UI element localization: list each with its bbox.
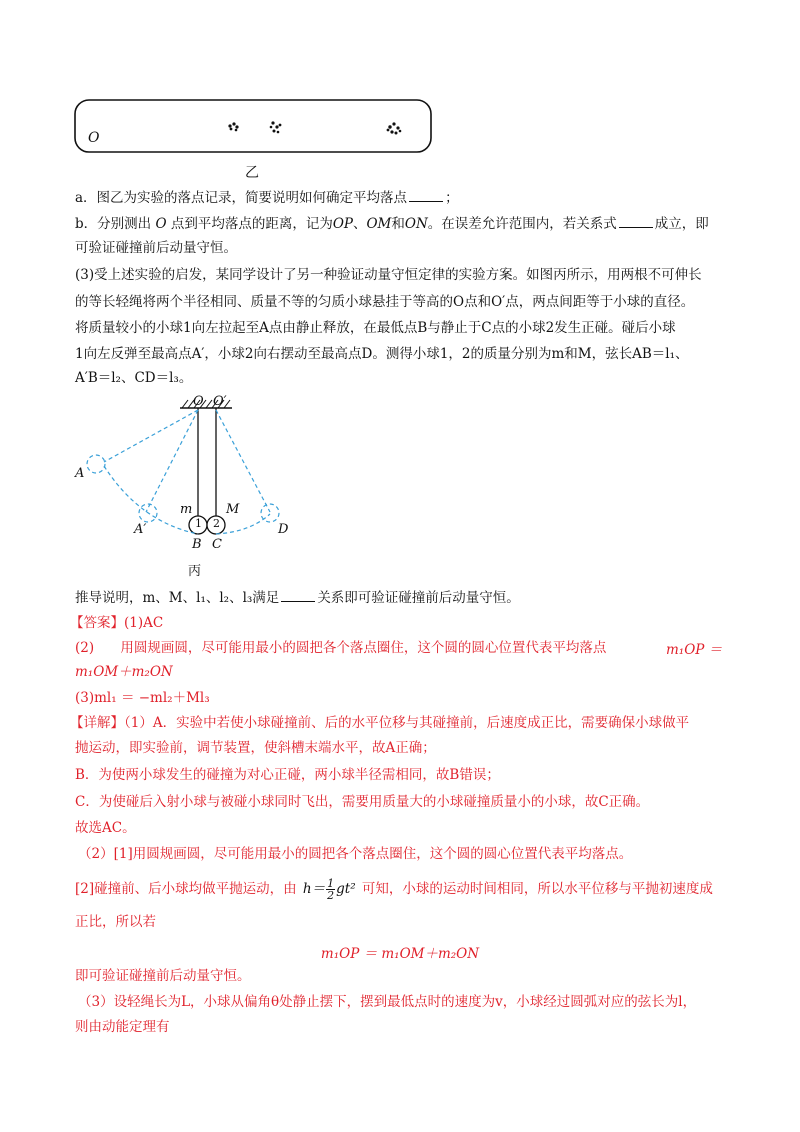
detail-l1: （1）A．实验中若使小球碰撞前、后的水平位移与其碰撞前，后速度成正比，需要确保小球做平 xyxy=(124,715,690,731)
var-op: OP xyxy=(332,216,353,232)
ball-1-label: 1 xyxy=(195,517,202,530)
detail-l2: 抛运动，即实验前，调节装置，使斜槽末端水平，故A正确； xyxy=(75,740,436,756)
detail-l10: 即可验证碰撞前后动量守恒。 xyxy=(75,968,251,984)
detail-l6: （2）[1]用圆规画圆，尽可能用最小的圆把各个落点圈住，这个圆的圆心位置代表平均落点。 xyxy=(78,846,633,862)
part3-line3: 将质量较小的小球1向左拉起至A点由静止释放，在最低点B与静止于C点的小球2发生正碰。碰后小球 xyxy=(75,320,676,336)
detail-l7-post: 可知，小球的运动时间相同，所以水平位移与平抛初速度成 xyxy=(361,881,713,897)
part-b-mid: 点到平均落点的距离，记为 xyxy=(170,216,333,232)
label-d: D xyxy=(278,522,289,537)
formula-tail: gt² xyxy=(336,881,356,897)
landing-cluster-m xyxy=(270,121,282,133)
detail-l8: 正比，所以若 xyxy=(75,914,156,930)
answer-2-formula-1: m₁OP ＝ xyxy=(666,642,723,658)
label-m-big: M xyxy=(226,502,240,517)
part3-line4: 1向左反弹至最高点A′，小球2向右摆动至最高点D。测得小球1，2的质量分别为m和M，弦长AB＝l₁、 xyxy=(75,346,689,362)
answer-blank-a[interactable] xyxy=(409,188,443,202)
part-a-text: a．图乙为实验的落点记录，简要说明如何确定平均落点 xyxy=(75,190,408,206)
sep-1: 、 xyxy=(352,216,367,232)
formula-num: 1 xyxy=(327,877,335,890)
part-b-pre: b．分别测出 xyxy=(75,216,152,232)
landing-points-figure xyxy=(74,98,434,158)
answer-1: (1)AC xyxy=(124,615,164,631)
question-part-a xyxy=(75,188,459,208)
part-b-after: 。在误差允许范围内，若关系式 xyxy=(427,216,617,232)
part-b-end: 成立，即 xyxy=(654,216,709,232)
label-c: C xyxy=(212,537,222,552)
derive-pre: 推导说明，m、M、l₁、l₂、l₃满足 xyxy=(75,590,280,606)
answer-2-formula-2: m₁OM＋m₂ON xyxy=(75,664,173,680)
detail-l4: C．为使碰后入射小球与被碰小球同时飞出，需要用质量大的小球碰撞质量小的小球，故C正确。 xyxy=(75,794,650,810)
detail-l5: 故选AC。 xyxy=(75,820,136,836)
detail-l9-formula: m₁OP ＝ m₁OM＋m₂ON xyxy=(320,946,480,962)
landing-cluster-n xyxy=(387,122,402,134)
label-o-prime: O′ xyxy=(213,394,227,409)
detail-l7-pre: [2]碰撞前、后小球均做平抛运动，由 xyxy=(75,881,297,897)
var-on: ON xyxy=(404,216,428,232)
free-fall-formula xyxy=(303,878,356,901)
answer-2-text: 用圆规画圆，尽可能用最小的圆把各个落点圈住，这个圆的圆心位置代表平均落点 xyxy=(120,640,607,656)
answer-tag: 【答案】 xyxy=(70,615,124,631)
answer-line-1 xyxy=(70,613,163,633)
question-part-b-line2: 可验证碰撞前后动量守恒。 xyxy=(75,240,237,256)
part3-line5: A′B＝l₂、CD＝l₃。 xyxy=(75,370,193,386)
answer-2-label: (2) xyxy=(75,640,95,656)
answer-blank-b[interactable] xyxy=(619,214,653,228)
detail-l3: B．为使两小球发生的碰撞为对心正碰，两小球半径需相同，故B错误； xyxy=(75,767,500,783)
detail-tag: 【详解】 xyxy=(70,715,124,731)
point-o-label: O xyxy=(88,130,100,146)
part3-line1: (3)受上述实验的启发，某同学设计了另一种验证动量守恒定律的实验方案。如图丙所示，用两根不可伸长 xyxy=(75,267,702,283)
detail-l12: 则由动能定理有 xyxy=(75,1019,170,1035)
answer-line-2 xyxy=(75,638,606,658)
pendulum-figure xyxy=(80,392,300,552)
detail-l11: （3）设轻绳长为L，小球从偏角θ处静止摆下，摆到最低点时的速度为v，小球经过圆弧对应的弦长为l， xyxy=(78,994,697,1010)
derive-question xyxy=(75,588,520,608)
var-om: OM xyxy=(366,216,392,232)
label-o: O xyxy=(193,394,204,409)
derive-post: 关系即可验证碰撞前后动量守恒。 xyxy=(317,590,520,606)
figure-bing-caption: 丙 xyxy=(188,564,202,579)
question-part-b-line1 xyxy=(75,214,709,234)
label-a: A xyxy=(75,466,85,481)
landing-cluster-p xyxy=(228,122,238,131)
figure-yi-caption: 乙 xyxy=(245,165,259,181)
label-m-small: m xyxy=(180,502,193,517)
answer-blank-3[interactable] xyxy=(281,588,315,602)
formula-den: 2 xyxy=(327,889,335,902)
detail-l7 xyxy=(75,878,713,901)
ball-2-label: 2 xyxy=(213,517,220,530)
part-a-tail: ； xyxy=(445,190,459,206)
formula-h: h＝ xyxy=(302,881,326,897)
formula-fraction xyxy=(326,878,335,901)
part3-line2: 的等长轻绳将两个半径相同、质量不等的匀质小球悬挂于等高的O点和O′点，两点间距等于小球的直径。 xyxy=(75,294,695,310)
detail-line-1 xyxy=(70,713,689,733)
label-a-prime: A′ xyxy=(134,522,147,537)
var-o: O xyxy=(155,216,167,232)
answer-3: (3)ml₁ ＝ −ml₂＋Ml₃ xyxy=(75,690,210,706)
label-b: B xyxy=(192,537,202,552)
word-and: 和 xyxy=(391,216,405,232)
figure-frame xyxy=(75,100,431,152)
